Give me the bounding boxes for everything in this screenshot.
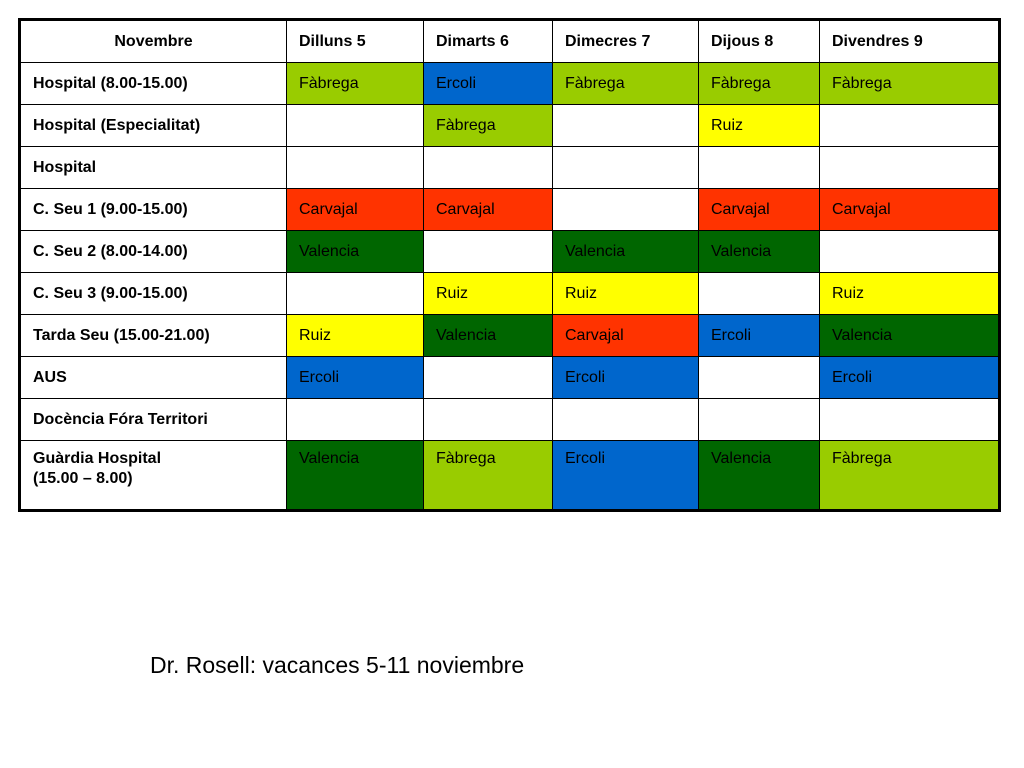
schedule-cell [699, 147, 820, 189]
day-header: Dilluns 5 [287, 20, 424, 63]
schedule-cell [699, 273, 820, 315]
day-header: Dijous 8 [699, 20, 820, 63]
row-label-line: Hospital (Especialitat) [33, 116, 201, 134]
schedule-cell: Ercoli [553, 357, 699, 399]
schedule-cell [699, 357, 820, 399]
schedule-cell: Valencia [424, 315, 553, 357]
row-label [20, 357, 287, 399]
schedule-cell: Valencia [287, 231, 424, 273]
schedule-cell [424, 231, 553, 273]
table-row [20, 399, 1000, 441]
row-label [20, 399, 287, 441]
table-row [20, 315, 1000, 357]
schedule-cell [820, 231, 1000, 273]
table-row [20, 273, 1000, 315]
schedule-cell: Ercoli [820, 357, 1000, 399]
row-label-line: Guàrdia Hospital [33, 450, 162, 467]
schedule-cell: Valencia [699, 231, 820, 273]
row-label [20, 273, 287, 315]
table-row [20, 441, 1000, 511]
schedule-cell: Ercoli [424, 63, 553, 105]
month-header: Novembre [20, 20, 287, 63]
row-label [20, 189, 287, 231]
schedule-cell [553, 189, 699, 231]
row-label [20, 315, 287, 357]
table-row [20, 231, 1000, 273]
schedule-cell: Fàbrega [820, 63, 1000, 105]
row-label-line: C. Seu 2 (8.00-14.00) [33, 242, 188, 260]
schedule-cell: Fàbrega [287, 63, 424, 105]
table-row [20, 105, 1000, 147]
day-header: Dimecres 7 [553, 20, 699, 63]
schedule-cell: Fàbrega [424, 105, 553, 147]
schedule-cell [287, 147, 424, 189]
schedule-cell [553, 105, 699, 147]
schedule-cell: Ercoli [699, 315, 820, 357]
row-label-line: C. Seu 3 (9.00-15.00) [33, 284, 188, 302]
day-header: Dimarts 6 [424, 20, 553, 63]
schedule-cell: Carvajal [820, 189, 1000, 231]
schedule-cell: Carvajal [699, 189, 820, 231]
schedule-cell [820, 399, 1000, 441]
row-label-line: C. Seu 1 (9.00-15.00) [33, 200, 188, 218]
schedule-cell: Ercoli [553, 441, 699, 511]
row-label [20, 105, 287, 147]
row-label-line: AUS [33, 368, 67, 386]
schedule-cell [553, 147, 699, 189]
schedule-cell: Carvajal [287, 189, 424, 231]
schedule-cell: Valencia [699, 441, 820, 511]
row-label-line: Hospital [33, 158, 97, 176]
schedule-cell: Fàbrega [820, 441, 1000, 511]
schedule-cell: Valencia [820, 315, 1000, 357]
schedule-cell: Ruiz [699, 105, 820, 147]
table-row [20, 189, 1000, 231]
table-row [20, 147, 1000, 189]
vacation-note: Dr. Rosell: vacances 5-11 noviembre [150, 652, 525, 678]
schedule-cell: Carvajal [424, 189, 553, 231]
schedule-cell: Fàbrega [699, 63, 820, 105]
schedule-cell: Valencia [553, 231, 699, 273]
schedule-cell [287, 399, 424, 441]
schedule-cell: Ruiz [287, 315, 424, 357]
row-label-line: Tarda Seu (15.00-21.00) [33, 326, 210, 344]
row-label-line: (15.00 – 8.00) [33, 470, 133, 487]
schedule-cell: Valencia [287, 441, 424, 511]
schedule-cell: Ruiz [424, 273, 553, 315]
schedule-cell: Carvajal [553, 315, 699, 357]
schedule-cell [287, 273, 424, 315]
schedule-cell: Ruiz [820, 273, 1000, 315]
schedule-cell: Ruiz [553, 273, 699, 315]
schedule-cell [699, 399, 820, 441]
schedule-cell [424, 399, 553, 441]
table-row [20, 63, 1000, 105]
schedule-table [18, 18, 1001, 512]
schedule-cell [553, 399, 699, 441]
schedule-cell: Fàbrega [424, 441, 553, 511]
row-label [20, 231, 287, 273]
schedule-cell: Fàbrega [553, 63, 699, 105]
schedule-cell [820, 105, 1000, 147]
row-label-line: Hospital (8.00-15.00) [33, 74, 188, 92]
schedule-cell [820, 147, 1000, 189]
schedule-body [20, 63, 1000, 511]
day-header: Divendres 9 [820, 20, 1000, 63]
header-row [20, 20, 1000, 63]
schedule-cell [424, 147, 553, 189]
row-label [20, 147, 287, 189]
row-label [20, 441, 287, 511]
schedule-cell: Ercoli [287, 357, 424, 399]
schedule-cell [287, 105, 424, 147]
row-label-line: Docència Fóra Territori [33, 410, 208, 428]
schedule-cell [424, 357, 553, 399]
table-row [20, 357, 1000, 399]
row-label [20, 63, 287, 105]
